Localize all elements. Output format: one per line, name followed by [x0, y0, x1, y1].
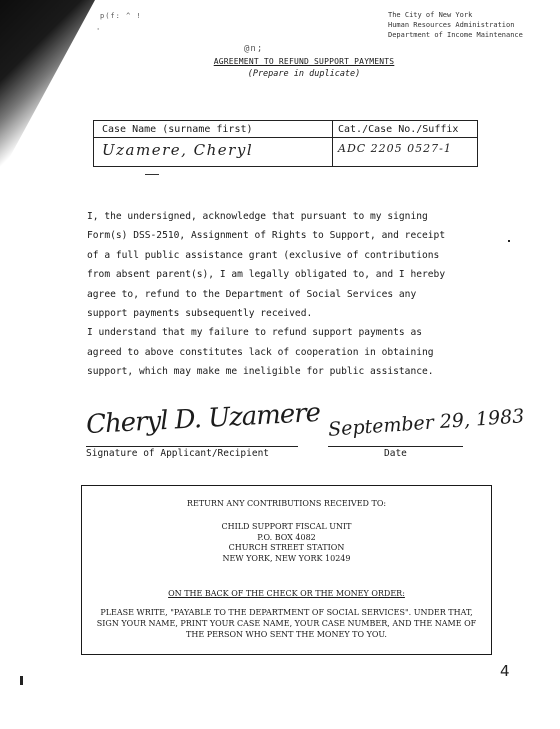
return-instructions-box [81, 485, 492, 655]
document-subtitle: (Prepare in duplicate) [247, 69, 361, 79]
check-back-heading: ON THE BACK OF THE CHECK OR THE MONEY ORDER: [168, 589, 405, 598]
page-number: 4 [500, 662, 510, 680]
signature-label: Signature of Applicant/Recipient [86, 448, 270, 459]
body-line: I understand that my failure to refund support payments as [87, 327, 423, 339]
body-line: of a full public assistance grant (exclusive of contributions [87, 249, 440, 261]
agreement-body [87, 207, 527, 382]
agency-header [388, 10, 553, 40]
case-name-value: Uzamere, Cheryl [102, 141, 254, 159]
scan-speck [20, 676, 23, 685]
scan-mark: p(f: ^ ! [100, 12, 142, 20]
stray-mark [145, 174, 159, 175]
body-line: agreed to above constitutes lack of cooperation in obtaining [87, 346, 434, 358]
case-number-value: ADC 2205 0527-1 [338, 142, 452, 155]
return-heading: RETURN ANY CONTRIBUTIONS RECEIVED TO: [186, 499, 387, 508]
case-name-label: Case Name (surname first) [102, 124, 253, 135]
body-line: support, which may make me ineligible for public assistance. [87, 366, 434, 378]
instruction-line: SIGN YOUR NAME, PRINT YOUR CASE NAME, YOUR CASE NUMBER, AND THE NAME OF [96, 619, 477, 628]
instruction-line: THE PERSON WHO SENT THE MONEY TO YOU. [186, 630, 387, 639]
case-divider [94, 137, 332, 138]
case-number-label: Cat./Case No./Suffix [338, 124, 459, 135]
scan-speck [508, 240, 510, 242]
signed-date: September 29, 1983 [327, 405, 525, 441]
scan-corner-shadow [0, 0, 95, 175]
address-line: CHURCH STREET STATION [228, 543, 345, 552]
payment-instructions [88, 607, 485, 640]
date-line [328, 446, 463, 447]
body-line: agree to, refund to the Department of Social Services any [87, 288, 417, 300]
scan-mark: @n; [244, 44, 264, 54]
agency-line: Department of Income Maintenance [388, 31, 523, 39]
address-line: P.O. BOX 4082 [257, 532, 316, 542]
address-line: NEW YORK, NEW YORK 10249 [222, 553, 351, 563]
document-title: AGREEMENT TO REFUND SUPPORT PAYMENTS [213, 57, 395, 66]
body-line: I, the undersigned, acknowledge that pursuant to my signing [87, 211, 428, 222]
scan-mark: ' [96, 27, 102, 35]
body-line: from absent parent(s), I am legally obligated to, and I hereby [87, 269, 446, 281]
body-line: support payments subsequently received. [87, 308, 313, 320]
agency-line: The City of New York [388, 11, 473, 19]
case-info-box [93, 120, 478, 167]
agency-line: Human Resources Administration [388, 21, 515, 29]
return-address [82, 522, 491, 564]
applicant-signature: Cheryl D. Uzamere [85, 397, 321, 441]
case-divider [332, 137, 477, 138]
date-label: Date [384, 448, 407, 459]
address-line: CHILD SUPPORT FISCAL UNIT [221, 522, 352, 531]
instruction-line: PLEASE WRITE, "PAYABLE TO THE DEPARTMENT OF SOCIAL SERVICES". UNDER THAT, [100, 608, 473, 617]
signature-line [86, 446, 298, 447]
body-line: Form(s) DSS-2510, Assignment of Rights to Support, and receipt [87, 230, 446, 242]
